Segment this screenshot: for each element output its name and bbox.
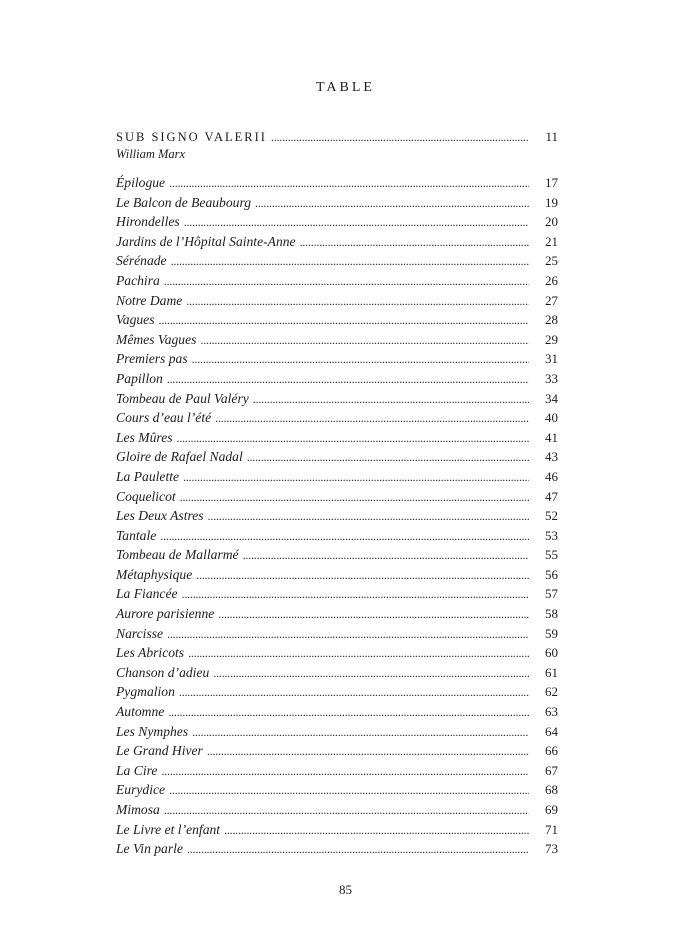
leader-dots — [207, 742, 529, 762]
toc-entry-title: Gloire de Rafael Nadal — [116, 449, 243, 465]
toc-entry-page: 40 — [545, 410, 558, 426]
toc-entry-title: Automne — [116, 704, 165, 720]
toc-list — [116, 173, 558, 859]
toc-entry-title: Les Abricots — [116, 645, 185, 661]
toc-entry-page: 64 — [545, 723, 558, 739]
toc-entry — [116, 722, 558, 742]
leader-dots — [177, 429, 529, 449]
leader-dots — [183, 468, 529, 488]
toc-entry-title: Pygmalion — [116, 684, 175, 700]
toc-entry-title: Eurydice — [116, 782, 166, 798]
leader-dots — [171, 252, 529, 272]
leader-dots — [224, 821, 529, 841]
leader-dots — [215, 409, 529, 429]
toc-entry-page: 56 — [545, 566, 558, 582]
toc-entry — [116, 761, 558, 781]
toc-entry-title: Le Livre et l’enfant — [116, 821, 221, 837]
toc-entry — [116, 741, 558, 761]
leader-dots — [208, 507, 529, 527]
toc-entry-title: Le Vin parle — [116, 841, 183, 857]
toc-entry-page: 68 — [545, 782, 558, 798]
toc-entry — [116, 820, 558, 840]
toc-entry-page: 57 — [545, 586, 558, 602]
leader-dots — [168, 703, 529, 723]
toc-entry-title: Notre Dame — [116, 292, 183, 308]
toc-entry-page: 28 — [545, 312, 558, 328]
toc-entry-page: 55 — [545, 547, 558, 563]
leader-dots — [179, 683, 529, 703]
toc-entry — [116, 506, 558, 526]
toc-entry — [116, 173, 558, 193]
leader-dots — [159, 311, 529, 331]
toc-entry-title: Pachira — [116, 272, 160, 288]
leader-dots — [182, 585, 529, 605]
leader-dots — [243, 546, 529, 566]
toc-entry-page: 73 — [545, 841, 558, 857]
toc-entry-page: 58 — [545, 606, 558, 622]
leader-dots — [169, 174, 529, 194]
leader-dots — [196, 566, 529, 586]
toc-entry-title: Les Nymphes — [116, 723, 189, 739]
toc-entry — [116, 369, 558, 389]
leader-dots — [160, 527, 529, 547]
toc-entry-page: 26 — [545, 272, 558, 288]
toc-entry — [116, 780, 558, 800]
toc-entry-title: Chanson d’adieu — [116, 664, 210, 680]
toc-entry-title: Sérénade — [116, 253, 167, 269]
toc-entry-page: 66 — [545, 743, 558, 759]
leader-dots — [180, 488, 529, 508]
leader-dots — [218, 605, 529, 625]
toc-entry — [116, 271, 558, 291]
toc-entry-page: 62 — [545, 684, 558, 700]
leader-dots — [167, 625, 529, 645]
toc-entry-page: 71 — [545, 821, 558, 837]
leader-dots — [271, 128, 529, 148]
toc-entry-page: 29 — [545, 331, 558, 347]
toc-entry — [116, 643, 558, 663]
toc-entry — [116, 663, 558, 683]
leader-dots — [188, 644, 529, 664]
page-number: 85 — [339, 882, 352, 897]
toc-entry-title: Papillon — [116, 370, 163, 386]
toc-entry-title: Vagues — [116, 312, 155, 328]
toc-entry-page: 52 — [545, 508, 558, 524]
toc-entry-page: 69 — [545, 802, 558, 817]
toc-entry — [116, 389, 558, 409]
toc-entry-page: 17 — [545, 175, 558, 190]
toc-entry — [116, 545, 558, 565]
toc-intro-author: William Marx — [116, 147, 186, 161]
leader-dots — [255, 194, 529, 214]
toc-intro — [116, 127, 558, 147]
page-title: TABLE — [316, 80, 375, 95]
toc-entry — [116, 310, 558, 330]
toc-entry-page: 21 — [545, 233, 558, 249]
toc-entry-page: 59 — [545, 625, 558, 641]
leader-dots — [161, 762, 529, 782]
toc-entry — [116, 349, 558, 369]
toc-entry-page: 46 — [545, 468, 558, 484]
toc-entry-title: Cours d’eau l’été — [116, 410, 212, 426]
leader-dots — [192, 350, 529, 370]
leader-dots — [186, 292, 529, 312]
toc-entry — [116, 604, 558, 624]
toc-intro-label: SUB SIGNO VALERII — [116, 130, 267, 144]
toc-entry-title: Métaphysique — [116, 566, 193, 582]
toc-entry-title: Mimosa — [116, 802, 160, 817]
toc-entry-title: Coquelicot — [116, 488, 176, 504]
toc-entry-page: 61 — [545, 664, 558, 680]
toc-entry-page: 63 — [545, 704, 558, 720]
toc-entry-title: Mêmes Vagues — [116, 331, 197, 347]
toc-entry — [116, 682, 558, 702]
toc-entry-page: 34 — [545, 390, 558, 406]
toc-entry — [116, 624, 558, 644]
toc-entry-page: 43 — [545, 449, 558, 465]
toc-entry — [116, 467, 558, 487]
toc-entry-page: 25 — [545, 253, 558, 269]
toc-entry-page: 53 — [545, 527, 558, 543]
toc-entry — [116, 232, 558, 252]
toc-entry — [116, 584, 558, 604]
toc-entry — [116, 800, 558, 820]
toc-entry-page: 67 — [545, 762, 558, 778]
toc-entry — [116, 487, 558, 507]
leader-dots — [184, 213, 529, 233]
toc-entry-title: Tantale — [116, 527, 157, 543]
toc-entry-page: 27 — [545, 292, 558, 308]
leader-dots — [253, 390, 529, 410]
toc-entry-title: Les Mûres — [116, 429, 173, 445]
toc-entry — [116, 408, 558, 428]
leader-dots — [187, 840, 529, 860]
toc-entry-title: Les Deux Astres — [116, 508, 204, 524]
toc-entry-title: Tombeau de Mallarmé — [116, 547, 239, 563]
leader-dots — [167, 370, 529, 390]
toc-entry-page: 47 — [545, 488, 558, 504]
toc-entry — [116, 702, 558, 722]
toc-intro-row — [116, 127, 558, 147]
toc-entry-title: Épilogue — [116, 175, 166, 190]
toc-entry-title: La Fiancée — [116, 586, 178, 602]
toc-entry-page: 60 — [545, 645, 558, 661]
toc-entry-title: La Paulette — [116, 468, 180, 484]
toc-entry — [116, 839, 558, 859]
leader-dots — [164, 272, 529, 292]
toc-entry — [116, 330, 558, 350]
toc-entry-page: 33 — [545, 370, 558, 386]
toc-entry — [116, 212, 558, 232]
toc-entry-title: Aurore parisienne — [116, 606, 215, 622]
leader-dots — [213, 664, 529, 684]
toc-entry-page: 20 — [545, 214, 558, 230]
toc-entry-page: 41 — [545, 429, 558, 445]
toc-intro-page: 11 — [545, 129, 558, 144]
toc-entry-title: La Cire — [116, 762, 158, 778]
leader-dots — [169, 781, 529, 801]
leader-dots — [200, 331, 529, 351]
toc-entry-title: Jardins de l’Hôpital Sainte-Anne — [116, 233, 296, 249]
toc-entry-title: Tombeau de Paul Valéry — [116, 390, 249, 406]
toc-entry-title: Hirondelles — [116, 214, 180, 230]
leader-dots — [247, 448, 529, 468]
toc-entry — [116, 447, 558, 467]
toc-entry — [116, 565, 558, 585]
toc-entry — [116, 193, 558, 213]
toc-entry — [116, 251, 558, 271]
toc-entry — [116, 428, 558, 448]
leader-dots — [300, 233, 529, 253]
leader-dots — [192, 723, 529, 743]
toc-entry-page: 31 — [545, 351, 558, 367]
toc-entry-title: Le Grand Hiver — [116, 743, 203, 759]
leader-dots — [164, 801, 529, 821]
toc-entry — [116, 291, 558, 311]
toc-entry-title: Le Balcon de Beaubourg — [116, 194, 252, 210]
toc-entry-title: Premiers pas — [116, 351, 188, 367]
toc-entry-title: Narcisse — [116, 625, 164, 641]
toc-entry — [116, 526, 558, 546]
toc-entry-page: 19 — [545, 194, 558, 210]
